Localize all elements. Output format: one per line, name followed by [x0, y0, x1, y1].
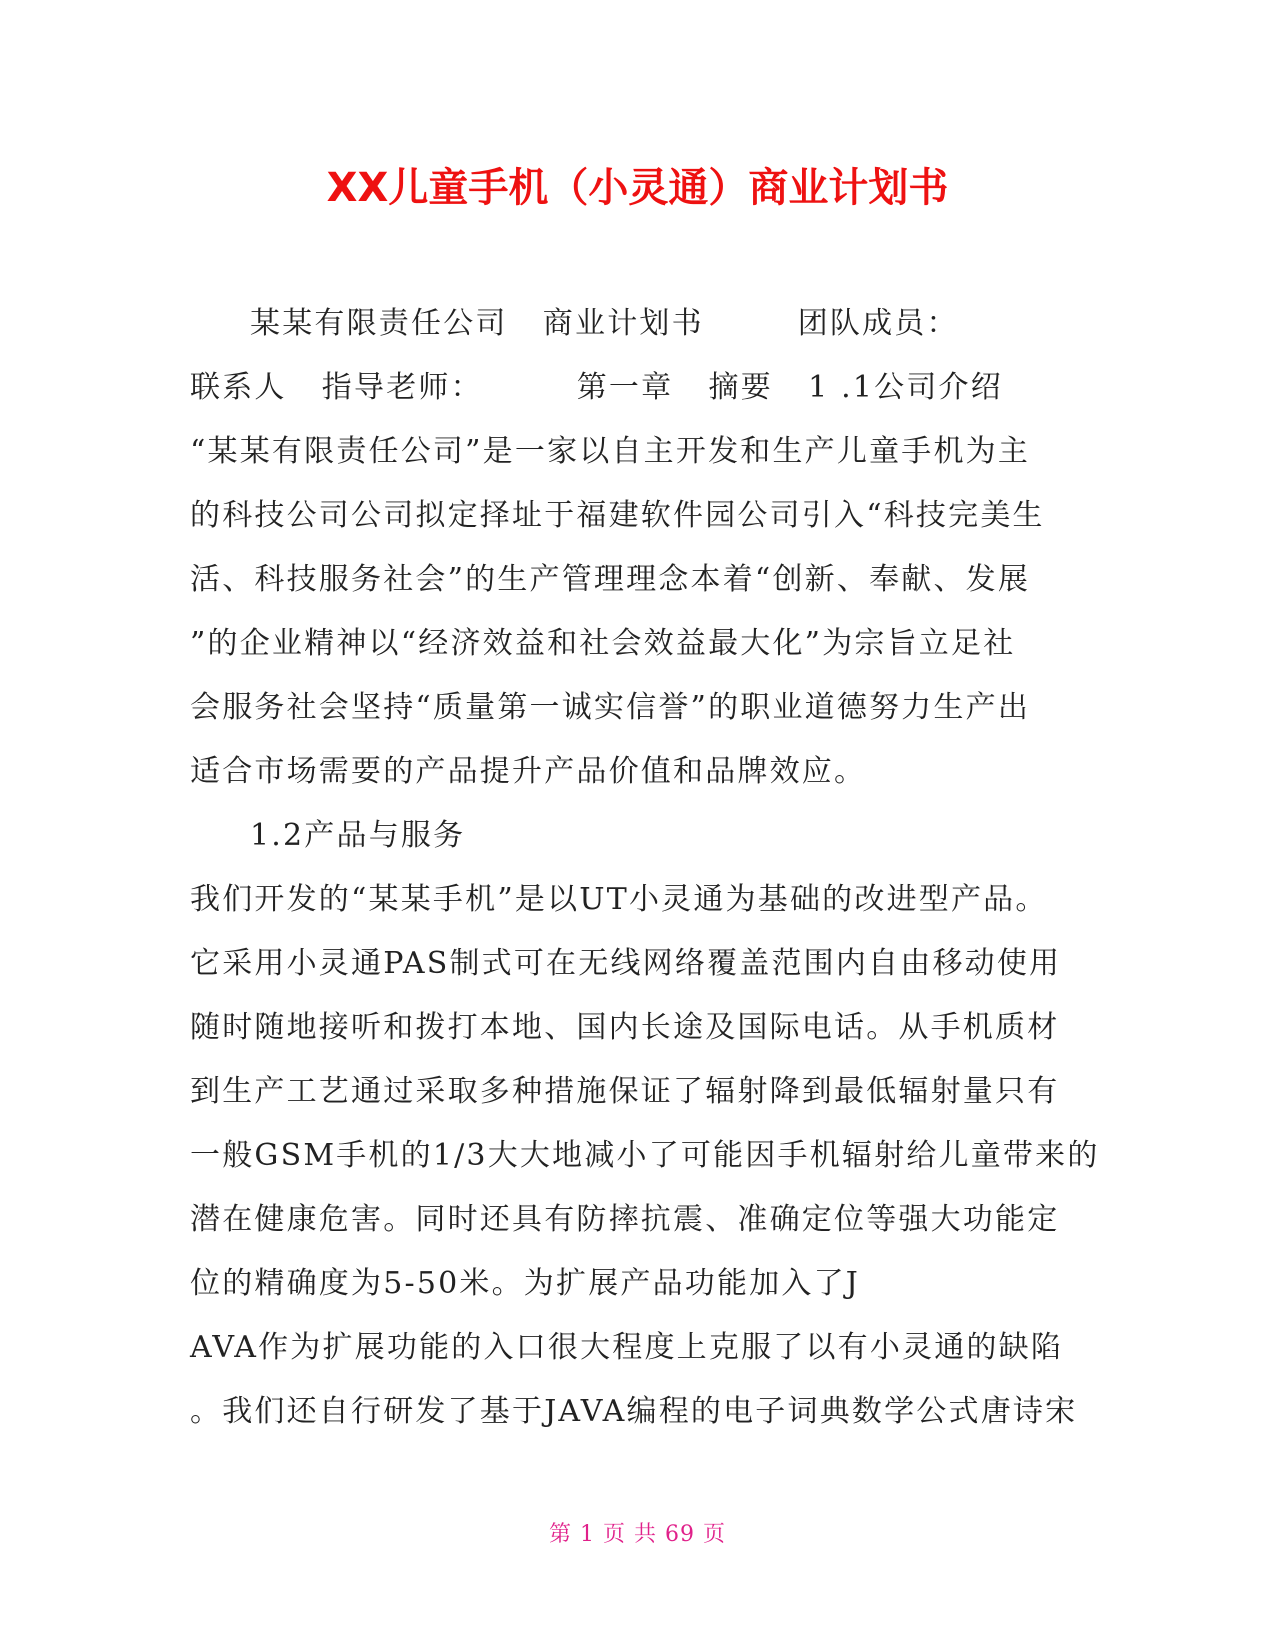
text-line: 某某有限责任公司 商业计划书 团队成员： [250, 306, 959, 341]
text-line: 一般GSM手机的1/3大大地减小了可能因手机辐射给儿童带来的 [190, 1138, 1100, 1173]
text-line: 潜在健康危害。同时还具有防摔抗震、准确定位等强大功能定 [190, 1202, 1060, 1237]
document-body [190, 292, 1100, 1444]
text-line: 位的精确度为5-50米。为扩展产品功能加入了J [190, 1266, 861, 1301]
text-line: “某某有限责任公司”是一家以自主开发和生产儿童手机为主 [190, 434, 1031, 469]
text-line: 活、科技服务社会”的生产管理理念本着“创新、奉献、发展 [190, 562, 1031, 597]
text-line: 会服务社会坚持“质量第一诚实信誉”的职业道德努力生产出 [190, 690, 1031, 725]
text-line: 。我们还自行研发了基于JAVA编程的电子词典数学公式唐诗宋 [190, 1394, 1078, 1429]
text-line: 联系人 指导老师： 第一章 摘要 1 .1公司介绍 [190, 370, 1003, 405]
text-line: 到生产工艺通过采取多种措施保证了辐射降到最低辐射量只有 [190, 1074, 1060, 1109]
section-heading: 1.2产品与服务 [250, 818, 466, 853]
text-line: AVA作为扩展功能的入口很大程度上克服了以有小灵通的缺陷 [190, 1330, 1064, 1365]
text-line: 随时随地接听和拨打本地、国内长途及国际电话。从手机质材 [190, 1010, 1060, 1045]
document-title: XX儿童手机（小灵通）商业计划书 [326, 165, 949, 211]
text-line: 它采用小灵通PAS制式可在无线网络覆盖范围内自由移动使用 [190, 946, 1062, 981]
text-line: 的科技公司公司拟定择址于福建软件园公司引入“科技完美生 [190, 498, 1045, 533]
page-footer: 第 1 页 共 69 页 [549, 1522, 726, 1547]
text-line: ”的企业精神以“经济效益和社会效益最大化”为宗旨立足社 [190, 626, 1016, 661]
text-line: 我们开发的“某某手机”是以UT小灵通为基础的改进型产品。 [190, 882, 1048, 917]
text-line: 适合市场需要的产品提升产品价值和品牌效应。 [190, 754, 867, 789]
